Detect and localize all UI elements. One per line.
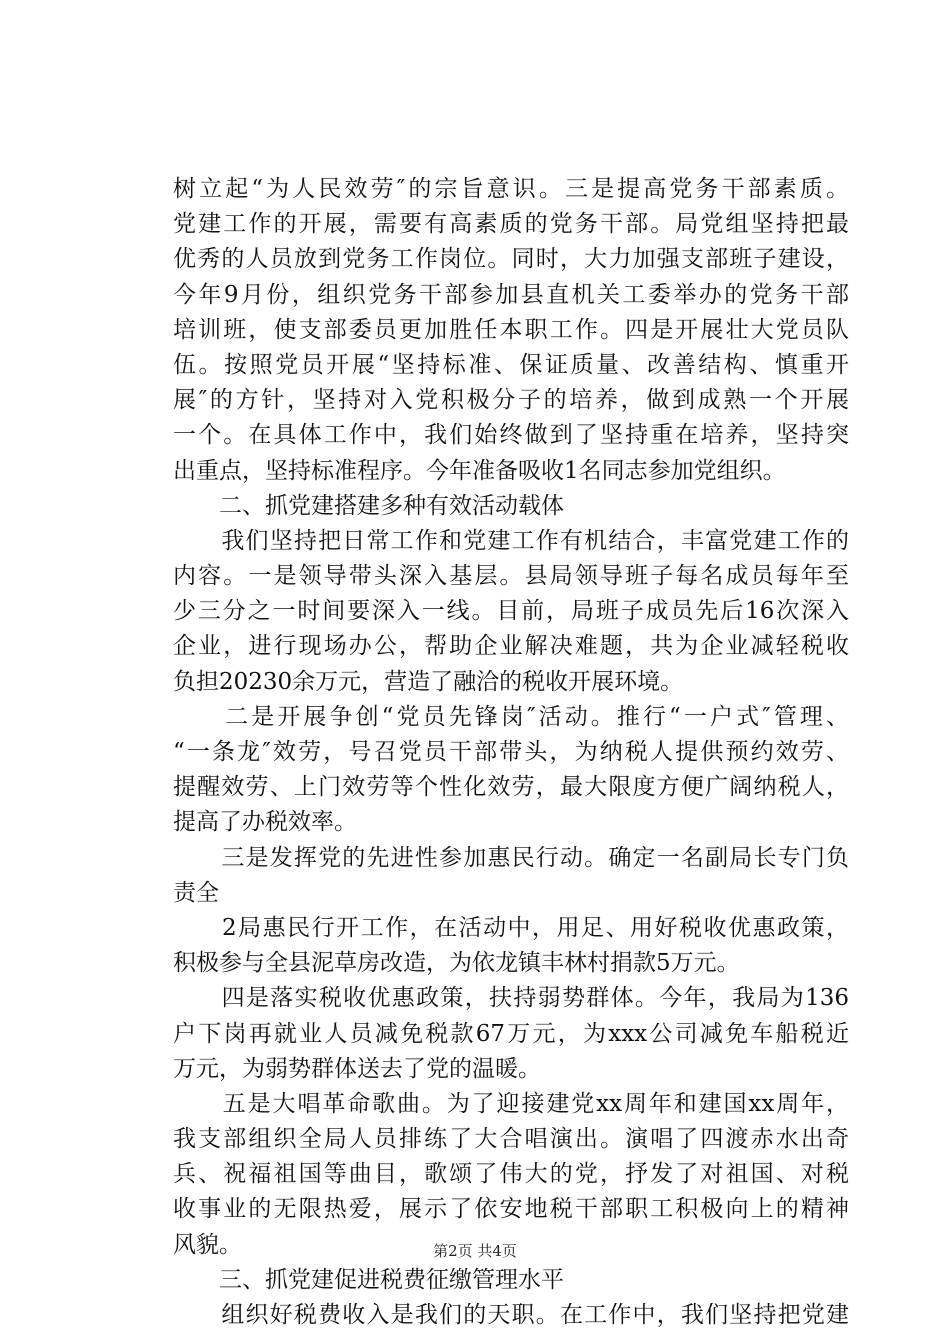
text-line: 培训班，使支部委员更加胜任本职工作。四是开展壮大党员队 (173, 316, 849, 343)
text-line: 伍。按照党员开展“坚持标准、保证质量、改善结构、慎重开 (173, 351, 849, 378)
page-footer: 第2页 共4页 (433, 1242, 517, 1260)
text-line: 五是大唱革命歌曲。为了迎接建党xx周年和建国xx周年， (173, 1090, 849, 1117)
text-line: 党建工作的开展，需要有高素质的党务干部。局党组坚持把最 (173, 211, 849, 238)
document-body (173, 172, 849, 1333)
text-line: 少三分之一时间要深入一线。目前，局班子成员先后16次深入 (173, 598, 849, 625)
text-line: 收事业的无限热爱，展示了依安地税干部职工积极向上的精神 (173, 1196, 849, 1223)
text-line: 兵、祝福祖国等曲目，歌颂了伟大的党，抒发了对祖国、对税 (173, 1161, 849, 1188)
text-line: 今年9月份，组织党务干部参加县直机关工委举办的党务干部 (173, 281, 849, 308)
text-line: 优秀的人员放到党务工作岗位。同时，大力加强支部班子建设， (173, 246, 849, 273)
text-line: 提醒效劳、上门效劳等个性化效劳，最大限度方便广阔纳税人， (173, 774, 849, 801)
text-line: 树立起“为人民效劳″的宗旨意识。三是提高党务干部素质。 (173, 176, 849, 202)
text-line: 提高了办税效率。 (173, 809, 357, 836)
text-line: 风貌。 (173, 1231, 242, 1258)
text-line: 户下岗再就业人员减免税款67万元，为xxx公司减免车船税近 (173, 1020, 849, 1047)
text-line: 四是落实税收优惠政策，扶持弱势群体。今年，我局为136 (173, 985, 849, 1012)
text-line: 2局惠民行开工作，在活动中，用足、用好税收优惠政策， (173, 914, 849, 941)
text-line: 责全 (173, 879, 219, 906)
text-line: 负担20230余万元，营造了融洽的税收开展环境。 (173, 668, 684, 695)
text-line: 展″的方针，坚持对入党积极分子的培养，做到成熟一个开展 (173, 387, 849, 414)
text-line: “一条龙″效劳，号召党员干部带头，为纳税人提供预约效劳、 (173, 739, 849, 765)
text-line: 二是开展争创“党员先锋岗″活动。推行“一户式″管理、 (173, 703, 849, 730)
text-line: 万元，为弱势群体送去了党的温暖。 (173, 1055, 541, 1082)
text-line: 一个。在具体工作中，我们始终做到了坚持重在培养，坚持突 (173, 422, 849, 449)
text-line: 出重点，坚持标准程序。今年准备吸收1名同志参加党组织。 (173, 457, 786, 484)
text-line: 组织好税费收入是我们的天职。在工作中，我们坚持把党建 (173, 1302, 849, 1328)
text-line: 我支部组织全局人员排练了大合唱演出。演唱了四渡赤水出奇 (173, 1126, 849, 1153)
text-line: 积极参与全县泥草房改造，为依龙镇丰林村捐款5万元。 (173, 950, 740, 977)
text-line: 我们坚持把日常工作和党建工作有机结合，丰富党建工作的 (173, 527, 849, 554)
text-line: 三、抓党建促进税费征缴管理水平 (173, 1266, 564, 1293)
text-line: 二、抓党建搭建多种有效活动载体 (173, 492, 564, 519)
text-line: 内容。一是领导带头深入基层。县局领导班子每名成员每年至 (173, 563, 849, 590)
text-line: 三是发挥党的先进性参加惠民行动。确定一名副局长专门负 (173, 844, 849, 871)
text-line: 企业，进行现场办公，帮助企业解决难题，共为企业减轻税收 (173, 633, 849, 660)
